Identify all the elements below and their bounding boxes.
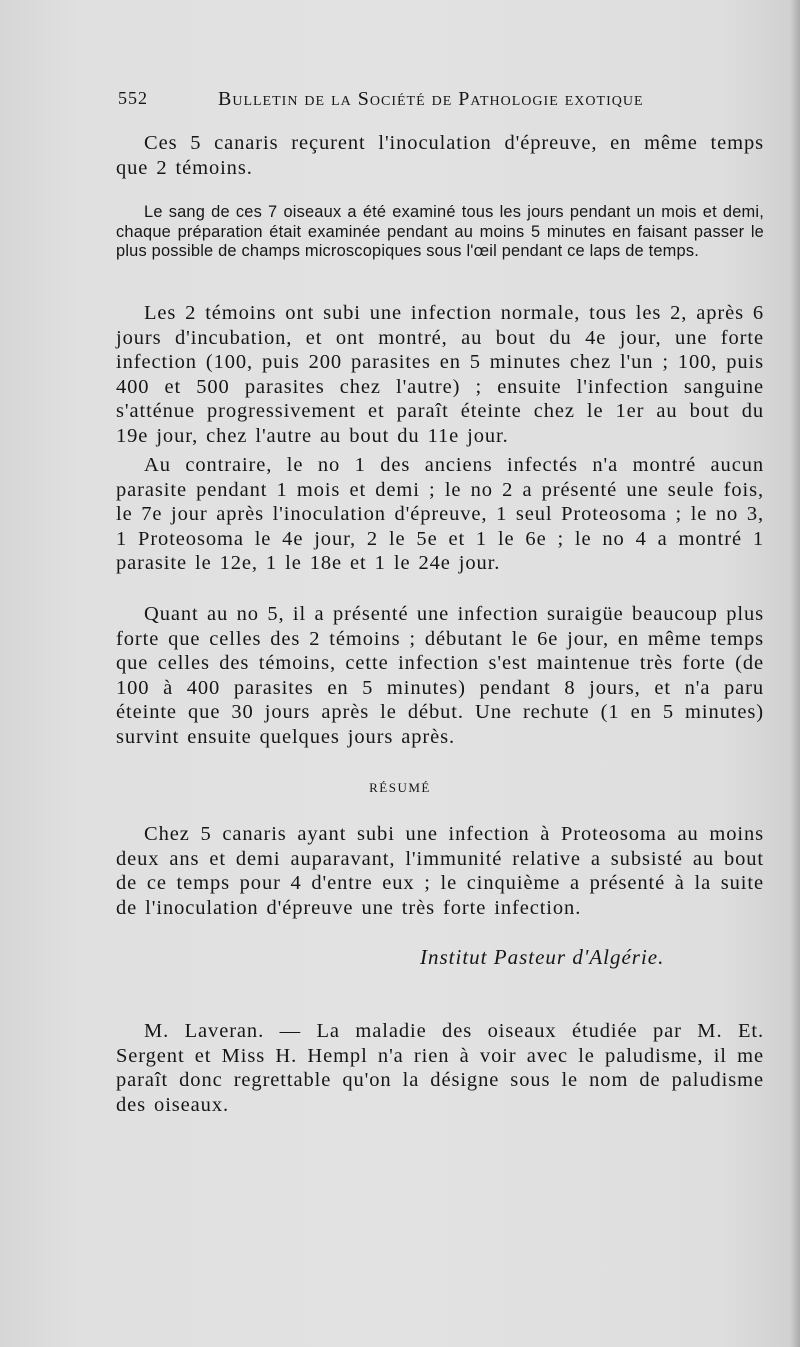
paragraph-examination-method: Le sang de ces 7 oiseaux a été examiné tous les jours pendant un mois et demi, chaque préparation était examinée pendant au moins 5 minutes en faisant passer le plus possible de champs microscopiques sous l'œil pendant ce laps de temps.: [116, 203, 764, 261]
signature: Institut Pasteur d'Algérie.: [420, 945, 665, 969]
paragraph-controls: Les 2 témoins ont subi une infection normale, tous les 2, après 6 jours d'incubation, et ont montré, au bout du 4e jour, une forte infection (100, puis 200 parasites en 5 minutes chez l'un ; 100, puis 400 et 500 parasites chez l'autre) ; ensuite l'infection sanguine s'atténue progressivement et paraît éteinte chez le 1er au bout du 19e jour, chez l'autre au bout du 11e jour.: [116, 302, 764, 447]
running-title: Bulletin de la Société de Pathologie exotique: [218, 88, 644, 110]
resume-text: Chez 5 canaris ayant subi une infection à Proteosoma au moins deux ans et demi auparavant, l'immunité relative a subsisté au bout de ce temps pour 4 d'entre eux ; le cinquième a présenté à la suite de l'inoculation d'épreuve une très forte infection.: [116, 823, 764, 919]
page-header: [118, 88, 758, 118]
resume-heading: RÉSUMÉ: [369, 780, 431, 795]
paragraph-bird-5: Quant au no 5, il a présenté une infection suraigüe beaucoup plus forte que celles des 2 témoins ; débutant le 6e jour, en même temps que celles des témoins, cette infection s'est maintenue très forte (de 100 à 400 parasites en 5 minutes) pendant 8 jours, et n'a paru éteinte que 30 jours après le début. Une rechute (1 en 5 minutes) survint ensuite quelques jours après.: [116, 603, 764, 748]
paragraph-old-infected: Au contraire, le no 1 des anciens infectés n'a montré aucun parasite pendant 1 mois et demi ; le no 2 a présenté une seule fois, le 7e jour après l'inoculation d'épreuve, 1 seul Proteosoma ; le no 3, 1 Proteosoma le 4e jour, 2 le 5e et 1 le 6e ; le no 4 a montré 1 parasite le 12e, 1 le 18e et 1 le 24e jour.: [116, 454, 764, 574]
page-edge-shadow: [790, 0, 800, 1347]
page-number: 552: [118, 88, 148, 108]
paragraph-inoculation: Ces 5 canaris reçurent l'inoculation d'épreuve, en même temps que 2 témoins.: [116, 132, 764, 179]
discussion-laveran: M. Laveran. — La maladie des oiseaux étudiée par M. Et. Sergent et Miss H. Hempl n'a rien à voir avec le paludisme, il me paraît donc regrettable qu'on la désigne sous le nom de paludisme des oiseaux.: [116, 1020, 764, 1116]
